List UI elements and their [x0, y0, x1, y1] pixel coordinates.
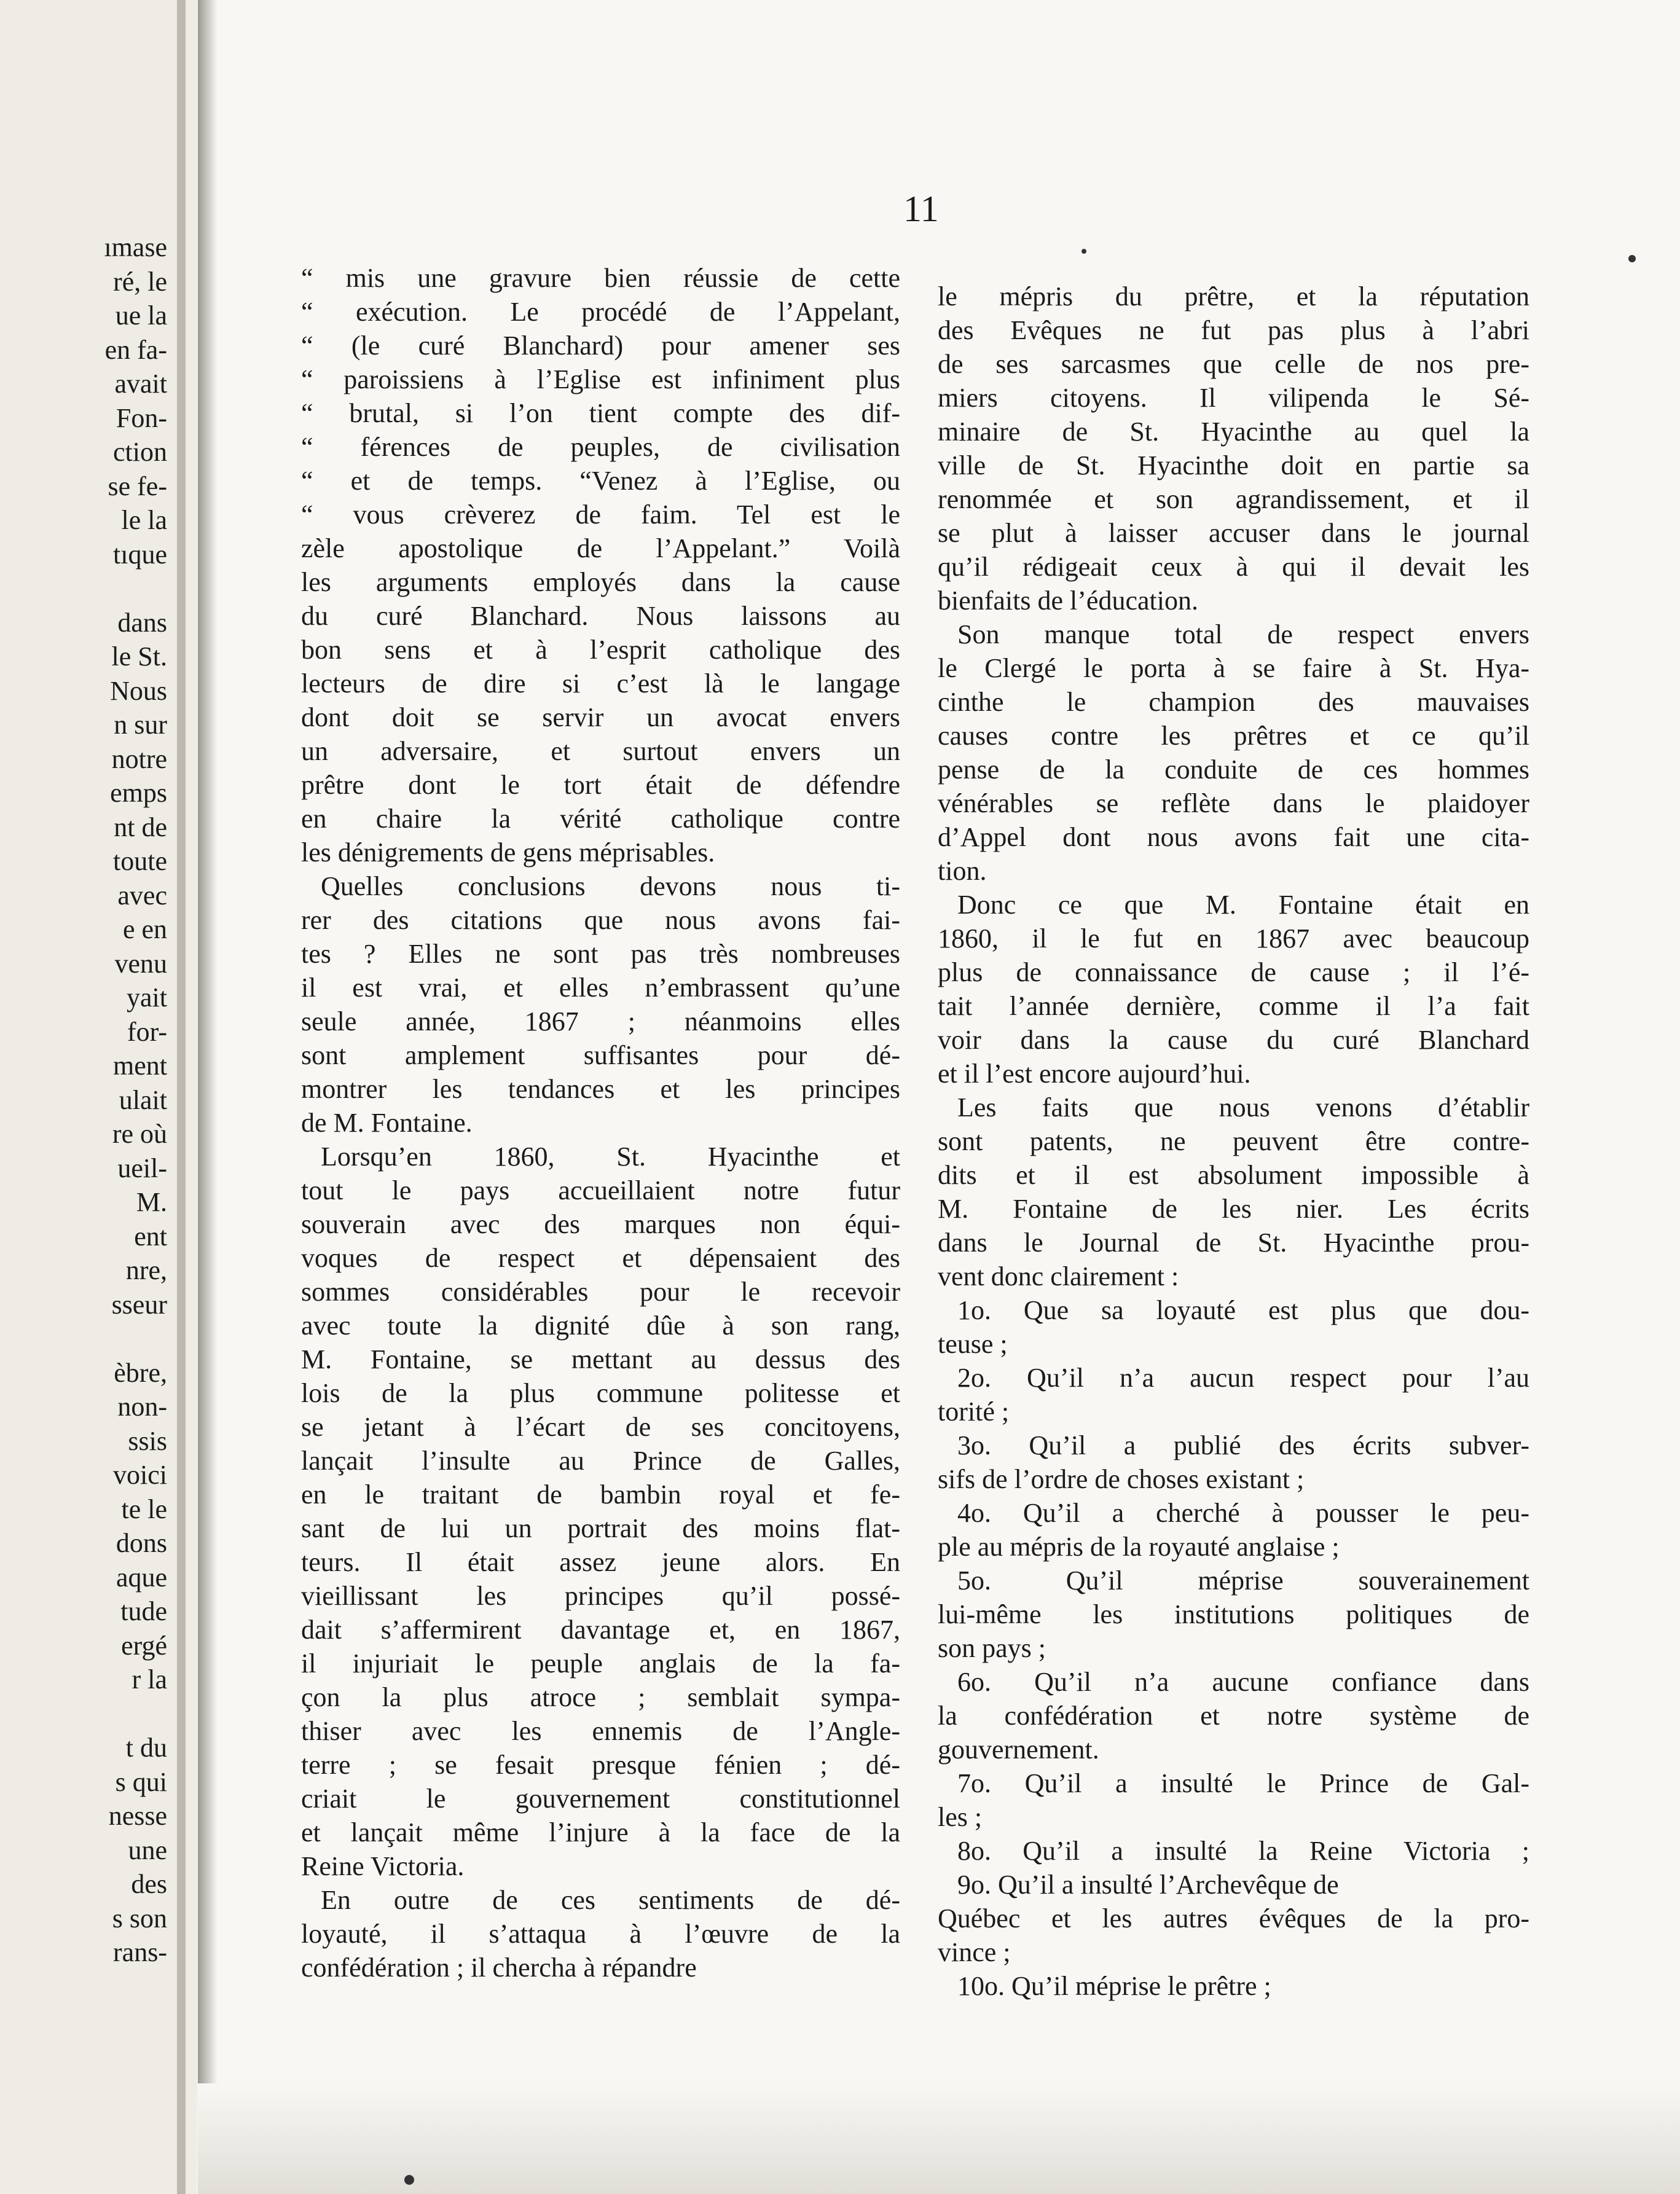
text-line: dans le Journal de St. Hyacinthe prou-	[938, 1228, 1529, 1258]
adjacent-text-line: ré, le	[113, 266, 167, 297]
text-line: ple au mépris de la royauté anglaise ;	[938, 1532, 1340, 1562]
adjacent-page-fragment	[0, 0, 197, 2194]
adjacent-text-line: aque	[116, 1562, 167, 1593]
text-line: et il l’est encore aujourd’hui.	[938, 1059, 1251, 1089]
text-line: rer des citations que nous avons fai-	[301, 905, 900, 935]
adjacent-text-line: nt de	[114, 812, 167, 842]
adjacent-text-line: ue la	[115, 300, 167, 331]
text-line: tion.	[938, 856, 987, 886]
adjacent-text-line: ction	[113, 437, 167, 467]
text-line: plus de connaissance de cause ; il l’é-	[938, 957, 1529, 987]
text-line: Donc ce que M. Fontaine était en	[957, 890, 1529, 920]
text-line: vent donc clairement :	[938, 1261, 1179, 1291]
text-line: Quelles conclusions devons nous ti-	[321, 871, 900, 901]
ink-speck	[1081, 249, 1086, 254]
text-line: un adversaire, et surtout envers un	[301, 736, 900, 766]
adjacent-text-line: Nous	[110, 675, 167, 706]
adjacent-text-line: sseur	[111, 1289, 167, 1320]
adjacent-text-line: venu	[114, 948, 167, 979]
text-line: terre ; se fesait presque fénien ; dé-	[301, 1750, 900, 1780]
text-line: Les faits que nous venons d’établir	[957, 1092, 1529, 1122]
adjacent-text-line: r la	[131, 1664, 167, 1694]
text-line: loyauté, il s’attaqua à l’œuvre de la	[301, 1919, 900, 1949]
adjacent-text-line: des	[131, 1869, 167, 1899]
text-line: montrer les tendances et les principes	[301, 1074, 900, 1104]
text-line: “ exécution. Le procédé de l’Appelant,	[301, 297, 900, 327]
adjacent-text-line: nre,	[125, 1255, 167, 1285]
text-line: vieillissant les principes qu’il possé-	[301, 1581, 900, 1611]
text-line: sont patents, ne peuvent être contre-	[938, 1126, 1529, 1156]
text-line: les ;	[938, 1802, 983, 1832]
text-line: bienfaits de l’éducation.	[938, 586, 1198, 616]
text-line: d’Appel dont nous avons fait une cita-	[938, 822, 1529, 852]
text-line: 3o. Qu’il a publié des écrits subver-	[957, 1430, 1529, 1460]
text-line: seule année, 1867 ; néanmoins elles	[301, 1006, 900, 1036]
text-line: 6o. Qu’il n’a aucune confiance dans	[957, 1667, 1529, 1697]
text-line: criait le gouvernement constitutionnel	[301, 1784, 900, 1814]
text-line: souverain avec des marques non équi-	[301, 1209, 900, 1239]
text-line: vénérables se reflète dans le plaidoyer	[938, 788, 1529, 818]
text-line: lui-même les institutions politiques de	[938, 1599, 1529, 1629]
text-line: 8o. Qu’il a insulté la Reine Victoria ;	[957, 1836, 1529, 1866]
adjacent-text-line: s son	[112, 1903, 167, 1933]
text-line: 2o. Qu’il n’a aucun respect pour l’au	[957, 1363, 1529, 1393]
text-line: minaire de St. Hyacinthe au quel la	[938, 417, 1529, 447]
adjacent-text-line: n sur	[114, 710, 167, 740]
text-line: tout le pays accueillaient notre futur	[301, 1175, 900, 1205]
adjacent-text-line: en fa-	[104, 334, 167, 365]
text-line: en chaire la vérité catholique contre	[301, 804, 900, 834]
text-line: 7o. Qu’il a insulté le Prince de Gal-	[957, 1768, 1529, 1798]
text-line: prêtre dont le tort était de défendre	[301, 770, 900, 800]
text-line: M. Fontaine, se mettant au dessus des	[301, 1344, 900, 1374]
text-line: lois de la plus commune politesse et	[301, 1378, 900, 1408]
adjacent-text-line: tıque	[113, 539, 167, 570]
text-line: vince ;	[938, 1937, 1011, 1967]
text-line: En outre de ces sentiments de dé-	[321, 1885, 900, 1915]
text-line: tait l’année dernière, comme il l’a fait	[938, 991, 1529, 1021]
text-line: torité ;	[938, 1397, 1010, 1427]
adjacent-text-line: ımase	[104, 232, 167, 262]
text-line: confédération ; il chercha à répandre	[301, 1953, 697, 1983]
text-line: 1o. Que sa loyauté est plus que dou-	[957, 1295, 1529, 1325]
text-line: se plut à laisser accuser dans le journal	[938, 518, 1529, 548]
adjacent-text-line: èbre,	[114, 1357, 167, 1388]
adjacent-text-line: ment	[113, 1051, 167, 1081]
text-line: “ mis une gravure bien réussie de cette	[301, 263, 900, 293]
text-line: des Evêques ne fut pas plus à l’abri	[938, 315, 1529, 345]
text-line: il est vrai, et elles n’embrassent qu’une	[301, 973, 900, 1003]
page-number: 11	[903, 189, 939, 229]
text-line: cinthe le champion des mauvaises	[938, 687, 1529, 717]
adjacent-text-line: ent	[134, 1221, 167, 1252]
text-line: le Clergé le porta à se faire à St. Hya-	[938, 653, 1529, 683]
adjacent-text-line: nesse	[108, 1801, 167, 1831]
text-line: sant de lui un portrait des moins flat-	[301, 1513, 900, 1543]
adjacent-text-line: Fon-	[116, 402, 167, 433]
text-line: thiser avec les ennemis de l’Angle-	[301, 1716, 900, 1746]
text-line: voir dans la cause du curé Blanchard	[938, 1025, 1529, 1055]
text-line: qu’il rédigeait ceux à qui il devait les	[938, 552, 1529, 582]
text-line: voques de respect et dépensaient des	[301, 1243, 900, 1273]
text-line: M. Fontaine de les nier. Les écrits	[938, 1194, 1529, 1224]
adjacent-text-line: avec	[117, 880, 167, 911]
right-column	[938, 280, 1529, 2003]
adjacent-text-line: s qui	[115, 1766, 167, 1797]
text-line: teurs. Il était assez jeune alors. En	[301, 1547, 900, 1577]
binding-shadow	[198, 0, 218, 2194]
text-line: Son manque total de respect envers	[957, 619, 1529, 649]
text-line: lecteurs de dire si c’est là le langage	[301, 668, 900, 699]
adjacent-text-line: yait	[127, 982, 167, 1013]
text-line: renommée et son agrandissement, et il	[938, 484, 1529, 514]
text-line: “ (le curé Blanchard) pour amener ses	[301, 331, 900, 361]
text-line: dont doit se servir un avocat envers	[301, 702, 900, 732]
adjacent-text-line: notre	[111, 743, 167, 774]
adjacent-text-line: ueil-	[117, 1153, 167, 1183]
adjacent-text-line: non-	[117, 1392, 167, 1422]
adjacent-text-line: emps	[110, 778, 167, 808]
text-line: “ et de temps. “Venez à l’Eglise, ou	[301, 466, 900, 496]
ink-speck	[1628, 255, 1636, 262]
adjacent-text-line: t du	[125, 1733, 167, 1763]
text-line: il injuriait le peuple anglais de la fa-	[301, 1648, 900, 1679]
text-line: “ brutal, si l’on tient compte des dif-	[301, 398, 900, 428]
text-line: zèle apostolique de l’Appelant.” Voilà	[301, 533, 900, 563]
text-line: çon la plus atroce ; semblait sympa-	[301, 1682, 900, 1712]
adjacent-text-line: ulait	[119, 1084, 167, 1115]
adjacent-text-line: dans	[117, 607, 167, 638]
adjacent-text-line: for-	[127, 1016, 167, 1047]
text-line: Reine Victoria.	[301, 1851, 465, 1881]
text-line: tes ? Elles ne sont pas très nombreuses	[301, 939, 900, 969]
text-line: et lançait même l’injure à la face de la	[301, 1817, 900, 1847]
text-line: pense de la conduite de ces hommes	[938, 754, 1529, 785]
text-line: “ paroissiens à l’Eglise est infiniment plus	[301, 364, 900, 394]
adjacent-text-line: avait	[114, 369, 167, 399]
text-line: teuse ;	[938, 1329, 1008, 1359]
text-line: la confédération et notre système de	[938, 1701, 1529, 1731]
text-line: les dénigrements de gens méprisables.	[301, 837, 715, 868]
adjacent-text-line: le la	[121, 505, 167, 535]
text-line: 1860, il le fut en 1867 avec beaucoup	[938, 923, 1529, 954]
text-line: Lorsqu’en 1860, St. Hyacinthe et	[321, 1142, 900, 1172]
adjacent-text-line: te le	[121, 1494, 167, 1524]
text-line: sont amplement suffisantes pour dé-	[301, 1040, 900, 1070]
adjacent-text-line: e en	[122, 914, 167, 944]
text-line: en le traitant de bambin royal et fe-	[301, 1479, 900, 1510]
text-line: causes contre les prêtres et ce qu’il	[938, 721, 1529, 751]
text-line: lançait l’insulte au Prince de Galles,	[301, 1446, 900, 1476]
adjacent-text-line: tude	[120, 1596, 167, 1626]
text-line: se jetant à l’écart de ses concitoyens,	[301, 1412, 900, 1442]
text-line: avec toute la dignité dûe à son rang,	[301, 1311, 900, 1341]
text-line: dits et il est absolument impossible à	[938, 1160, 1529, 1190]
text-line: 4o. Qu’il a cherché à pousser le peu-	[957, 1498, 1529, 1528]
text-line: sommes considérables pour le recevoir	[301, 1277, 900, 1307]
adjacent-text-line: une	[128, 1835, 167, 1865]
adjacent-text-line: M.	[136, 1187, 167, 1217]
text-line: les arguments employés dans la cause	[301, 567, 900, 597]
adjacent-text-line: ergé	[121, 1630, 167, 1661]
text-line: miers citoyens. Il vilipenda le Sé-	[938, 383, 1529, 413]
adjacent-text-line: rans-	[113, 1937, 167, 1967]
adjacent-text-line: ssis	[128, 1425, 167, 1456]
text-line: du curé Blanchard. Nous laissons au	[301, 601, 900, 631]
text-line: le mépris du prêtre, et la réputation	[938, 281, 1529, 311]
page-bottom-edge	[198, 2083, 1680, 2194]
adjacent-text-line: toute	[113, 846, 167, 876]
left-column	[301, 261, 900, 1984]
page-gutter-shadow	[177, 0, 186, 2194]
text-line: son pays ;	[938, 1633, 1046, 1663]
text-line: “ vous crèverez de faim. Tel est le	[301, 500, 900, 530]
text-line: de M. Fontaine.	[301, 1108, 473, 1138]
adjacent-text-line: le St.	[111, 641, 167, 672]
adjacent-text-line: se fe-	[108, 471, 167, 501]
text-line: sifs de l’ordre de choses existant ;	[938, 1464, 1305, 1494]
adjacent-text-line: dons	[116, 1528, 167, 1558]
text-line: de ses sarcasmes que celle de nos pre-	[938, 349, 1529, 379]
text-line: 10o. Qu’il méprise le prêtre ;	[957, 1971, 1271, 2001]
text-line: gouvernement.	[938, 1734, 1099, 1765]
text-line: “ férences de peuples, de civilisation	[301, 432, 900, 462]
text-line: 5o. Qu’il méprise souverainement	[957, 1565, 1529, 1596]
text-line: dait s’affermirent davantage et, en 1867,	[301, 1615, 900, 1645]
adjacent-text-line: voici	[113, 1460, 167, 1490]
text-line: 9o. Qu’il a insulté l’Archevêque de	[957, 1870, 1339, 1900]
adjacent-text-line: re où	[112, 1119, 167, 1149]
text-line: bon sens et à l’esprit catholique des	[301, 635, 900, 665]
text-line: Québec et les autres évêques de la pro-	[938, 1903, 1529, 1933]
ink-speck	[404, 2175, 414, 2185]
text-line: ville de St. Hyacinthe doit en partie sa	[938, 450, 1529, 480]
